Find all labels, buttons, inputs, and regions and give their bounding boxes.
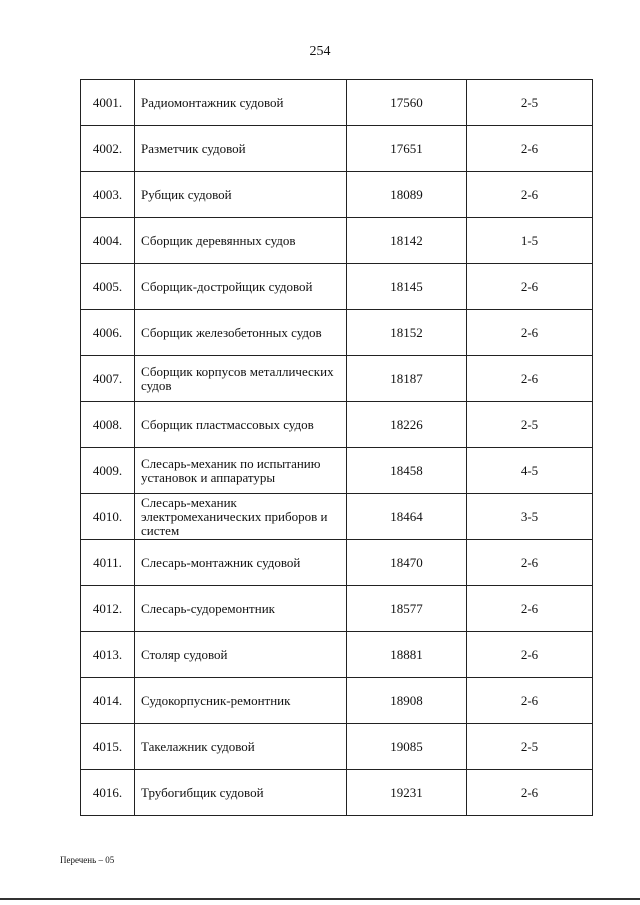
footer-label: Перечень – 05 bbox=[60, 855, 115, 865]
profession-name: Столяр судовой bbox=[135, 632, 347, 678]
profession-name: Сборщик пластмассовых судов bbox=[135, 402, 347, 448]
row-number: 4012. bbox=[81, 586, 135, 632]
table-row bbox=[81, 402, 593, 448]
page-edge-line bbox=[0, 898, 640, 900]
row-number: 4011. bbox=[81, 540, 135, 586]
grade-range: 2-6 bbox=[467, 172, 593, 218]
profession-code: 18089 bbox=[347, 172, 467, 218]
table-row bbox=[81, 448, 593, 494]
row-number: 4004. bbox=[81, 218, 135, 264]
grade-range: 4-5 bbox=[467, 448, 593, 494]
row-number: 4015. bbox=[81, 724, 135, 770]
grade-range: 2-6 bbox=[467, 678, 593, 724]
profession-table bbox=[80, 79, 593, 816]
grade-range: 2-5 bbox=[467, 724, 593, 770]
profession-code: 18145 bbox=[347, 264, 467, 310]
table-row bbox=[81, 172, 593, 218]
row-number: 4013. bbox=[81, 632, 135, 678]
profession-name: Такелажник судовой bbox=[135, 724, 347, 770]
profession-code: 18142 bbox=[347, 218, 467, 264]
profession-name: Сборщик железобетонных судов bbox=[135, 310, 347, 356]
row-number: 4016. bbox=[81, 770, 135, 816]
profession-code: 19085 bbox=[347, 724, 467, 770]
grade-range: 2-6 bbox=[467, 356, 593, 402]
grade-range: 3-5 bbox=[467, 494, 593, 540]
row-number: 4002. bbox=[81, 126, 135, 172]
profession-code: 18152 bbox=[347, 310, 467, 356]
row-number: 4001. bbox=[81, 80, 135, 126]
table-row bbox=[81, 678, 593, 724]
row-number: 4010. bbox=[81, 494, 135, 540]
profession-name: Рубщик судовой bbox=[135, 172, 347, 218]
grade-range: 2-5 bbox=[467, 80, 593, 126]
table-row bbox=[81, 80, 593, 126]
profession-name: Сборщик-достройщик судовой bbox=[135, 264, 347, 310]
row-number: 4005. bbox=[81, 264, 135, 310]
profession-code: 17651 bbox=[347, 126, 467, 172]
row-number: 4014. bbox=[81, 678, 135, 724]
table-row bbox=[81, 494, 593, 540]
grade-range: 2-6 bbox=[467, 770, 593, 816]
table-row bbox=[81, 310, 593, 356]
profession-code: 17560 bbox=[347, 80, 467, 126]
page-number: 254 bbox=[309, 44, 331, 59]
profession-name: Сборщик деревянных судов bbox=[135, 218, 347, 264]
profession-name: Сборщик корпусов металлических судов bbox=[135, 356, 347, 402]
table-body bbox=[81, 80, 593, 816]
table-row bbox=[81, 356, 593, 402]
profession-name: Судокорпусник-ремонтник bbox=[135, 678, 347, 724]
profession-code: 18577 bbox=[347, 586, 467, 632]
table-row bbox=[81, 586, 593, 632]
profession-name: Слесарь-механик электромеханических приборов и систем bbox=[135, 494, 347, 540]
profession-name: Разметчик судовой bbox=[135, 126, 347, 172]
row-number: 4006. bbox=[81, 310, 135, 356]
table-row bbox=[81, 540, 593, 586]
table-row bbox=[81, 264, 593, 310]
profession-code: 18464 bbox=[347, 494, 467, 540]
profession-name: Трубогибщик судовой bbox=[135, 770, 347, 816]
table-row bbox=[81, 126, 593, 172]
row-number: 4009. bbox=[81, 448, 135, 494]
profession-code: 18187 bbox=[347, 356, 467, 402]
row-number: 4007. bbox=[81, 356, 135, 402]
row-number: 4003. bbox=[81, 172, 135, 218]
table-row bbox=[81, 218, 593, 264]
row-number: 4008. bbox=[81, 402, 135, 448]
grade-range: 2-6 bbox=[467, 632, 593, 678]
table-row bbox=[81, 632, 593, 678]
grade-range: 1-5 bbox=[467, 218, 593, 264]
profession-code: 18458 bbox=[347, 448, 467, 494]
profession-name: Слесарь-монтажник судовой bbox=[135, 540, 347, 586]
grade-range: 2-6 bbox=[467, 540, 593, 586]
profession-code: 18908 bbox=[347, 678, 467, 724]
grade-range: 2-6 bbox=[467, 586, 593, 632]
profession-code: 19231 bbox=[347, 770, 467, 816]
profession-name: Слесарь-судоремонтник bbox=[135, 586, 347, 632]
table-row bbox=[81, 770, 593, 816]
profession-name: Радиомонтажник судовой bbox=[135, 80, 347, 126]
profession-code: 18470 bbox=[347, 540, 467, 586]
grade-range: 2-6 bbox=[467, 126, 593, 172]
profession-name: Слесарь-механик по испытанию установок и аппаратуры bbox=[135, 448, 347, 494]
grade-range: 2-5 bbox=[467, 402, 593, 448]
profession-code: 18881 bbox=[347, 632, 467, 678]
table-row bbox=[81, 724, 593, 770]
profession-code: 18226 bbox=[347, 402, 467, 448]
grade-range: 2-6 bbox=[467, 310, 593, 356]
grade-range: 2-6 bbox=[467, 264, 593, 310]
